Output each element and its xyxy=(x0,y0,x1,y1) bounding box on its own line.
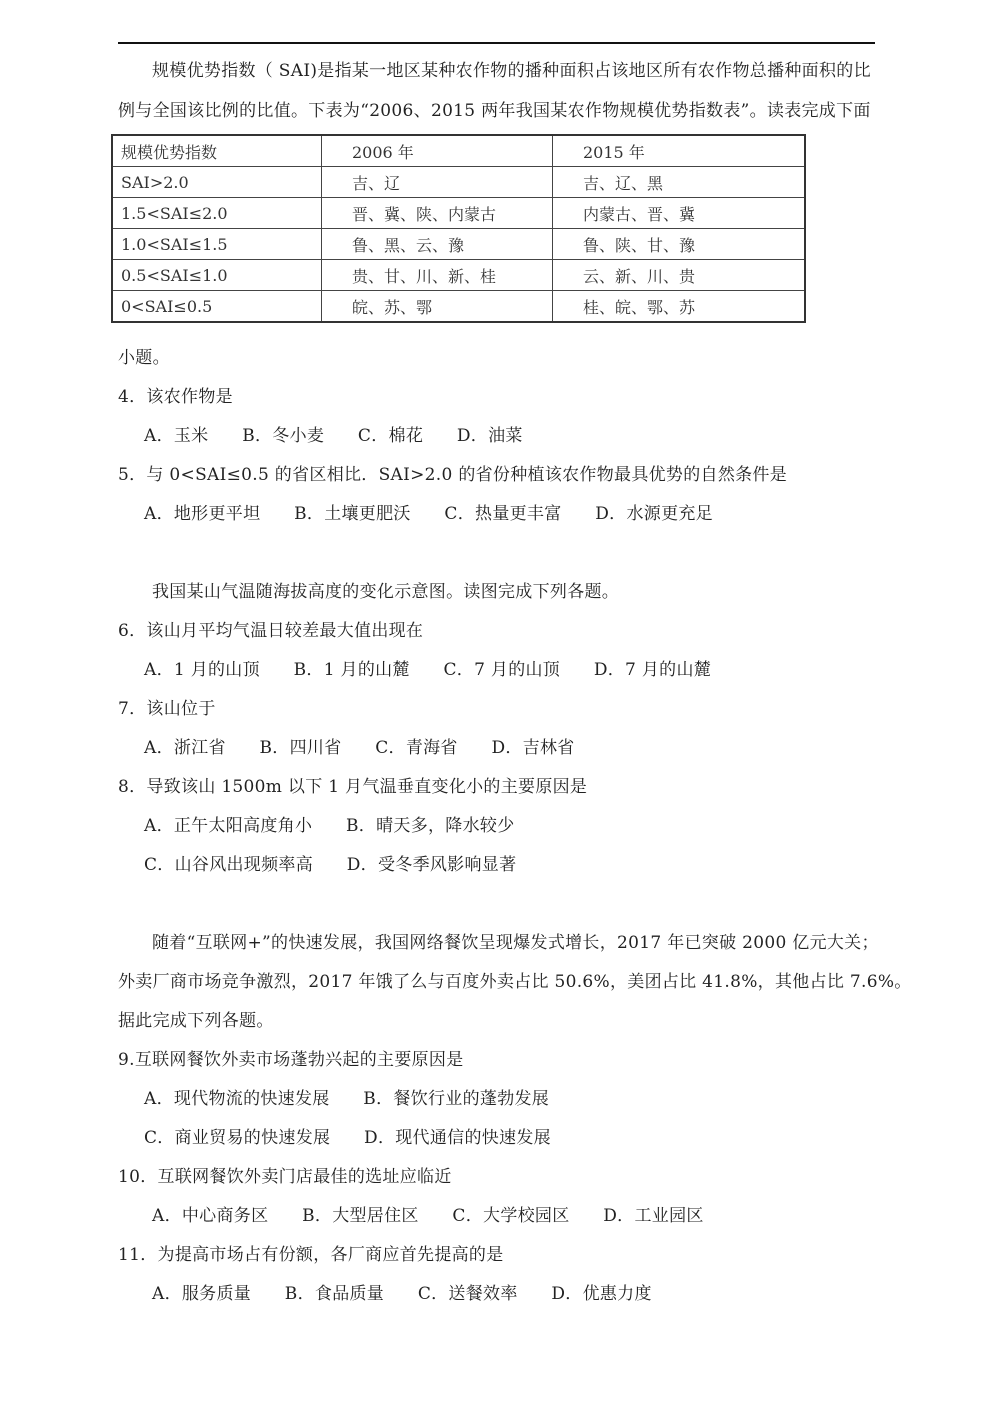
option-a: A．服务质量 xyxy=(152,1284,252,1304)
question-9-options-row-2 xyxy=(144,1123,579,1148)
option-a: A．正午太阳高度角小 xyxy=(144,816,313,836)
option-c: C．7 月的山顶 xyxy=(443,660,561,680)
table-row xyxy=(112,229,805,260)
question-7-options xyxy=(144,733,603,758)
option-b: B．大型居住区 xyxy=(302,1206,419,1226)
intro-line-1: 规模优势指数（ SAI)是指某一地区某种农作物的播种面积占该地区所有农作物总播种面积的比 xyxy=(152,61,871,81)
option-b: B．土壤更肥沃 xyxy=(294,504,411,524)
option-a: A．地形更平坦 xyxy=(144,504,261,524)
option-d: D．受冬季风影响显著 xyxy=(346,855,517,875)
table-header-cell: 2006 年 xyxy=(322,135,553,167)
option-c: C．送餐效率 xyxy=(417,1284,518,1304)
option-b: B．四川省 xyxy=(259,738,342,758)
option-b: B．冬小麦 xyxy=(242,426,325,446)
question-5-options xyxy=(144,499,741,524)
table-cell: 1.0<SAI≤1.5 xyxy=(112,229,322,260)
option-a: A．现代物流的快速发展 xyxy=(144,1089,330,1109)
question-4-options xyxy=(144,421,551,446)
question-9-options-row-1 xyxy=(144,1084,577,1109)
question-11-options xyxy=(152,1279,680,1304)
question-8-stem: 8．导致该山 1500m 以下 1 月气温垂直变化小的主要原因是 xyxy=(118,777,588,797)
option-c: C．青海省 xyxy=(375,738,458,758)
question-10-stem: 10．互联网餐饮外卖门店最佳的选址应临近 xyxy=(118,1167,452,1187)
intro-2: 我国某山气温随海拔高度的变化示意图。读图完成下列各题。 xyxy=(152,582,620,602)
question-6-stem: 6．该山月平均气温日较差最大值出现在 xyxy=(118,621,424,641)
question-7-stem: 7．该山位于 xyxy=(118,699,216,719)
table-cell: 内蒙古、晋、冀 xyxy=(553,198,806,229)
table-cell: 吉、辽 xyxy=(322,167,553,198)
intro-3-line-3: 据此完成下列各题。 xyxy=(118,1011,274,1031)
option-d: D．油菜 xyxy=(456,426,523,446)
option-d: D．7 月的山麓 xyxy=(593,660,712,680)
table-cell: 鲁、陕、甘、豫 xyxy=(553,229,806,260)
option-c: C．大学校园区 xyxy=(452,1206,570,1226)
table-header-row xyxy=(112,135,805,167)
intro-line-2: 例与全国该比例的比值。下表为“2006、2015 两年我国某农作物规模优势指数表”。读表完成下面 xyxy=(118,101,871,121)
table-cell: 0.5<SAI≤1.0 xyxy=(112,260,322,291)
option-c: C．山谷风出现频率高 xyxy=(144,855,314,875)
option-d: D．优惠力度 xyxy=(551,1284,652,1304)
table-cell: 吉、辽、黑 xyxy=(553,167,806,198)
question-11-stem: 11．为提高市场占有份额，各厂商应首先提高的是 xyxy=(118,1245,504,1265)
question-8-options-row-1 xyxy=(144,811,543,836)
table-cell: 0<SAI≤0.5 xyxy=(112,291,322,323)
option-a: A．浙江省 xyxy=(144,738,226,758)
option-c: C．棉花 xyxy=(357,426,424,446)
option-a: A．玉米 xyxy=(144,426,209,446)
option-d: D．水源更充足 xyxy=(595,504,713,524)
question-8-options-row-2 xyxy=(144,850,544,875)
intro-3-line-1: 随着“互联网+”的快速发展，我国网络餐饮呈现爆发式增长，2017 年已突破 2000 亿元大关； xyxy=(152,933,879,953)
option-b: B．食品质量 xyxy=(284,1284,385,1304)
option-a: A．1 月的山顶 xyxy=(144,660,260,680)
table-row xyxy=(112,198,805,229)
question-4-stem: 4．该农作物是 xyxy=(118,387,233,407)
intro-3-line-2: 外卖厂商市场竞争激烈，2017 年饿了么与百度外卖占比 50.6%，美团占比 41.8%，其他占比 7.6%。 xyxy=(118,972,912,992)
table-cell: 晋、冀、陕、内蒙古 xyxy=(322,198,553,229)
table-header-cell: 2015 年 xyxy=(553,135,806,167)
table-cell: 鲁、黑、云、豫 xyxy=(322,229,553,260)
option-c: C．热量更丰富 xyxy=(444,504,562,524)
table-row xyxy=(112,167,805,198)
table-row xyxy=(112,291,805,323)
question-5-stem: 5．与 0<SAI≤0.5 的省区相比．SAI>2.0 的省份种植该农作物最具优势的自然条件是 xyxy=(118,465,788,485)
option-d: D．工业园区 xyxy=(603,1206,704,1226)
question-6-options xyxy=(144,655,739,680)
intro-line-3: 小题。 xyxy=(118,348,170,368)
option-d: D．吉林省 xyxy=(491,738,575,758)
option-b: B．晴天多，降水较少 xyxy=(346,816,515,836)
header-rule xyxy=(118,42,875,44)
table-cell: SAI>2.0 xyxy=(112,167,322,198)
table-cell: 1.5<SAI≤2.0 xyxy=(112,198,322,229)
question-10-options xyxy=(152,1201,732,1226)
table-header-cell: 规模优势指数 xyxy=(112,135,322,167)
table-cell: 云、新、川、贵 xyxy=(553,260,806,291)
option-a: A．中心商务区 xyxy=(152,1206,269,1226)
option-d: D．现代通信的快速发展 xyxy=(364,1128,551,1148)
table-cell: 桂、皖、鄂、苏 xyxy=(553,291,806,323)
question-9-stem: 9.互联网餐饮外卖市场蓬勃兴起的主要原因是 xyxy=(118,1050,464,1070)
option-b: B．1 月的山麓 xyxy=(293,660,410,680)
table-cell: 贵、甘、川、新、桂 xyxy=(322,260,553,291)
table-row xyxy=(112,260,805,291)
sai-table xyxy=(111,134,806,323)
option-b: B．餐饮行业的蓬勃发展 xyxy=(363,1089,550,1109)
table-cell: 皖、苏、鄂 xyxy=(322,291,553,323)
option-c: C．商业贸易的快速发展 xyxy=(144,1128,331,1148)
